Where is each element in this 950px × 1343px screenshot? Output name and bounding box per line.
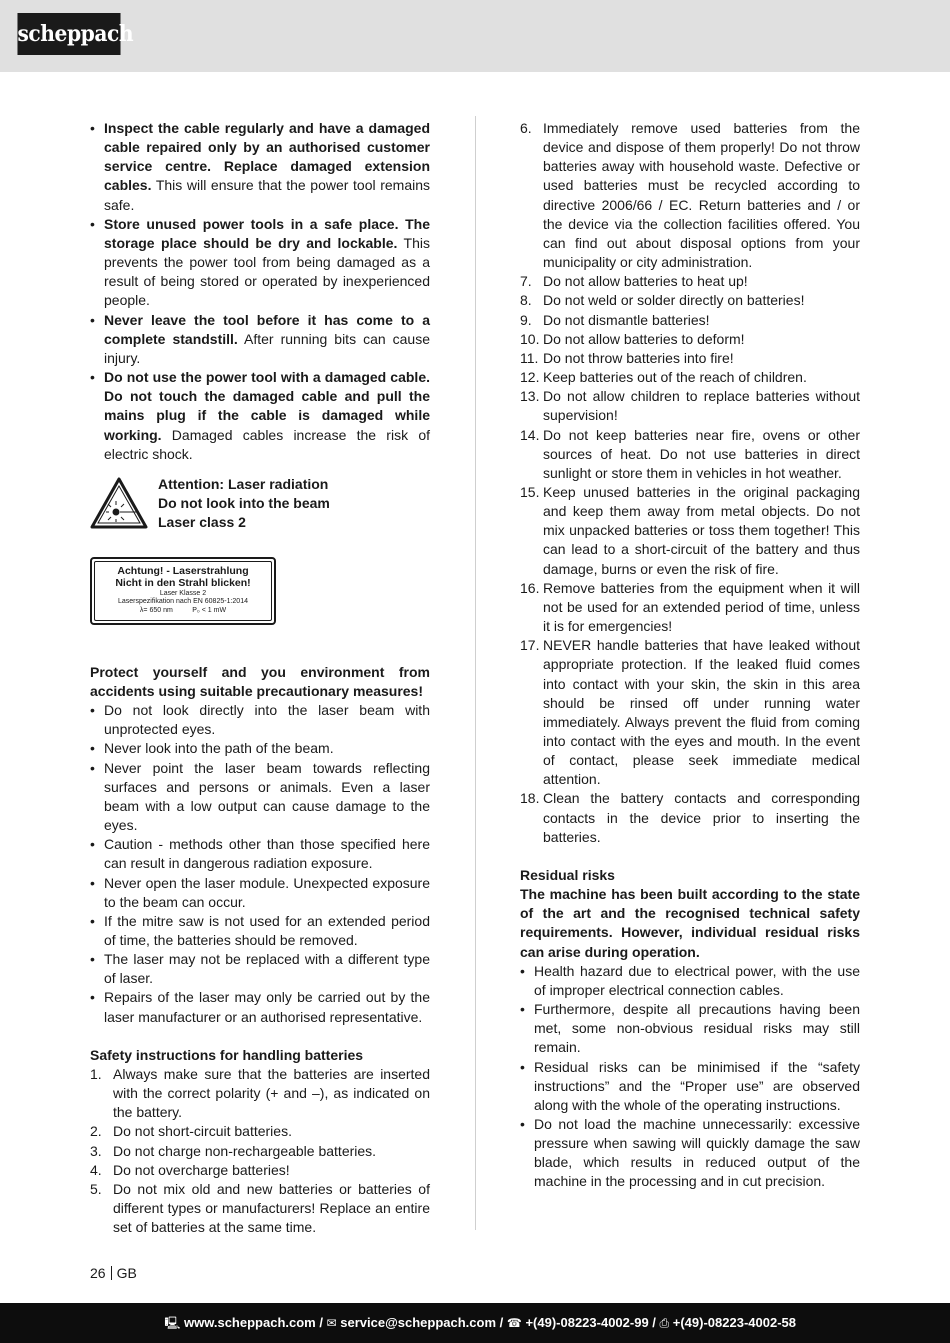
list-item: 8. Do not weld or solder directly on batteries! xyxy=(520,292,805,309)
list-item: 10. Do not allow batteries to deform! xyxy=(520,330,745,347)
list-item: • If the mitre saw is not used for an extended period of time, the batteries should be removed. xyxy=(90,912,430,950)
list-item: 3. Do not charge non-rechargeable batteries. xyxy=(90,1142,377,1159)
list-item: • Never open the laser module. Unexpected exposure to the beam can occur. xyxy=(90,874,430,912)
website-link[interactable]: www.scheppach.com / xyxy=(184,1315,323,1330)
list-item: 16. Remove batteries from the equipment when it will not be used for an extended period of time, unless it is for emergencies! xyxy=(520,579,860,635)
residual-risk-list xyxy=(520,962,860,1192)
list-item: 11. Do not throw batteries into fire! xyxy=(520,349,734,366)
list-item: • Do not use the power tool with a damaged cable. Do not touch the damaged cable and pull the mains plug if the cable is damaged while working. Damaged cables increase the risk of electric shock. xyxy=(90,368,430,464)
list-item: • Store unused power tools in a safe place. The storage place should be dry and lockable. This prevents the power tool from being damaged as a result of being stored or operated by inexperienced people. xyxy=(90,215,430,311)
email-link[interactable]: service@scheppach.com / xyxy=(340,1315,504,1330)
list-item: • Do not look directly into the laser beam with unprotected eyes. xyxy=(90,701,430,739)
list-item: 5. Do not mix old and new batteries or batteries of different types or manufacturers! Replace an entire set of batteries at the same time. xyxy=(90,1180,430,1236)
laser-label-sticker xyxy=(90,557,276,625)
list-item: 9. Do not dismantle batteries! xyxy=(520,311,710,328)
laser-warning-line: Do not look into the beam xyxy=(158,494,330,511)
list-item: • Caution - methods other than those specified here can result in dangerous radiation exposure. xyxy=(90,835,430,873)
fax-number: +(49)-08223-4002-58 xyxy=(672,1315,796,1330)
list-item: 7. Do not allow batteries to heat up! xyxy=(520,273,748,290)
header-bar xyxy=(0,0,950,72)
list-item: 1. Always make sure that the batteries are inserted with the correct polarity (+ and –), as indicated on the battery. xyxy=(90,1065,430,1121)
laser-warning-icon xyxy=(90,477,148,529)
list-item: • Inspect the cable regularly and have a damaged cable repaired only by an authorised customer service centre. Replace damaged extension cables. This will ensure that the power tool remains safe. xyxy=(90,119,430,215)
column-divider xyxy=(475,116,476,1230)
laser-warning-line: Attention: Laser radiation xyxy=(158,475,329,492)
brand-logo: scheppach xyxy=(17,13,120,55)
list-item: 15. Keep unused batteries in the original packaging and keep them away from metal objects. Do not mix unpacked batteries or toss them together! This can lead to a short-circuit of the battery and thus damage, burns or even the risk of fire. xyxy=(520,483,860,577)
list-item: 14. Do not keep batteries near fire, ovens or other sources of heat. Do not use batteries in direct sunlight or store them in vehicles in hot weather. xyxy=(520,426,860,481)
list-item: • The laser may not be replaced with a different type of laser. xyxy=(90,950,430,988)
protect-heading: Protect yourself and you environment from accidents using suitable precautionary measures! xyxy=(90,663,430,699)
laser-precaution-list xyxy=(90,701,430,1027)
list-item: 4. Do not overcharge batteries! xyxy=(90,1161,290,1178)
battery-list-left xyxy=(90,1065,430,1237)
list-item: • Repairs of the laser may only be carried out by the laser manufacturer or an authorised representative. xyxy=(90,988,430,1026)
laser-label-title: Achtung! - Laserstrahlung xyxy=(117,564,249,577)
list-item: 17. NEVER handle batteries that have leaked without appropriate protection. If the leaked fluid comes into contact with your skin, the skin in this area should be rinsed off under running water immediately. Always prevent the fluid from coming into contact with the eyes and mouth. In the event of contact, please seek immediate medical attention. xyxy=(520,637,860,788)
laser-warning xyxy=(90,475,430,551)
laser-warning-line: Laser class 2 xyxy=(158,514,246,531)
laser-label-class: Laser Klasse 2 xyxy=(159,589,207,597)
list-item: 18. Clean the battery contacts and corresponding contacts in the device prior to inserting the batteries. xyxy=(520,790,860,845)
phone-icon: ☎ xyxy=(506,1316,522,1330)
cable-safety-list xyxy=(90,119,430,464)
list-item: 2. Do not short-circuit batteries. xyxy=(90,1123,292,1140)
computer-icon: 🖳 xyxy=(164,1316,181,1330)
phone-number: +(49)-08223-4002-99 / xyxy=(525,1315,656,1330)
page-number: 26 GB xyxy=(90,1265,137,1281)
list-item: • Residual risks can be minimised if the “safety instructions” and the “Proper use” are observed along with the whole of the operating instructions. xyxy=(520,1058,860,1115)
fax-icon: ⎙ xyxy=(659,1316,670,1330)
list-item: 12. Keep batteries out of the reach of children. xyxy=(520,369,807,386)
mail-icon: ✉ xyxy=(326,1316,337,1330)
residual-heading: Residual risks xyxy=(520,866,615,883)
list-item: • Do not load the machine unnecessarily: excessive pressure when sawing will quickly damage the saw blade, which results in reduced output of the machine in the processing and in cut precision. xyxy=(520,1115,860,1192)
laser-label-subtitle: Nicht in den Strahl blicken! xyxy=(115,577,251,590)
battery-heading: Safety instructions for handling batteries xyxy=(90,1046,364,1063)
list-item: • Never point the laser beam towards reflecting surfaces and persons or animals. Even a laser beam with a low output can cause damage to the eyes. xyxy=(90,759,430,836)
list-item: • Furthermore, despite all precautions having been met, some non-obvious residual risks may still remain. xyxy=(520,1000,860,1057)
footer-bar xyxy=(0,1303,950,1343)
list-item: • Never look into the path of the beam. xyxy=(90,739,430,758)
laser-label-values: λ= 650 nm P₀ < 1 mW xyxy=(139,606,227,614)
battery-list-right xyxy=(520,119,860,847)
left-column xyxy=(90,119,430,1237)
list-item: 13. Do not allow children to replace batteries without supervision! xyxy=(520,388,860,424)
list-item: • Health hazard due to electrical power, with the use of improper electrical connection cables. xyxy=(520,962,860,1000)
right-column xyxy=(520,119,860,1192)
list-item: • Never leave the tool before it has come to a complete standstill. After running bits can cause injury. xyxy=(90,311,430,368)
residual-intro: The machine has been built according to the state of the art and the recognised technical safety requirements. However, individual residual risks can arise during operation. xyxy=(520,886,860,960)
laser-label-spec: Laserspezifikation nach EN 60825-1:2014 xyxy=(118,598,248,606)
list-item: 6. Immediately remove used batteries from the device and dispose of them properly! Do not throw batteries away with household waste. Defective or used batteries must be recycled according to directive 2006/66 / EC. Return batteries and / or the device via the collection facilities offered. You can find out about disposal options from your municipality or city administration. xyxy=(520,120,860,271)
